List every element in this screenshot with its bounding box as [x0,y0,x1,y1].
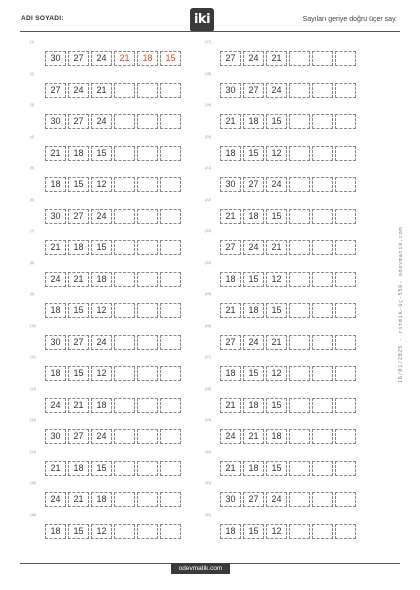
answer-box-empty[interactable] [289,429,310,444]
answer-box: 24 [91,51,112,66]
answer-box: 21 [45,146,66,161]
answer-box: 15 [91,146,112,161]
exercise-number: (11) [30,355,36,359]
exercise-number: (17) [205,40,212,44]
answer-box-empty[interactable] [335,209,356,224]
answer-box-empty[interactable] [335,114,356,129]
answer-box: 18 [243,461,264,476]
answer-box-empty[interactable] [335,146,356,161]
answer-box: 15 [68,366,89,381]
answer-box-empty[interactable] [312,209,333,224]
answer-box: 24 [220,429,241,444]
answer-box: 18 [243,209,264,224]
answer-box: 12 [266,366,287,381]
exercise-number: (23) [205,229,212,233]
answer-box: 18 [220,524,241,539]
answer-boxes [45,114,183,129]
answer-box: 27 [220,51,241,66]
answer-box: 24 [243,51,264,66]
answer-box-empty[interactable] [289,240,310,255]
header-divider [20,31,400,32]
answer-boxes [220,492,358,507]
answer-box-empty[interactable] [335,177,356,192]
answer-box-empty[interactable] [335,303,356,318]
exercise-number: (13) [30,418,37,422]
answer-box: 27 [243,83,264,98]
answer-box-empty[interactable] [335,240,356,255]
answer-box: 18 [137,51,158,66]
answer-box-empty[interactable] [160,492,181,507]
answer-box-empty[interactable] [335,335,356,350]
exercise-number: (1) [30,40,35,44]
answer-box: 18 [45,524,66,539]
exercise-number: (27) [205,355,212,359]
answer-boxes [220,335,358,350]
answer-box: 21 [266,51,287,66]
answer-box-empty[interactable] [160,272,181,287]
answer-box: 27 [45,83,66,98]
answer-box: 24 [45,272,66,287]
answer-box-empty[interactable] [137,240,158,255]
exercise-number: (6) [30,197,35,202]
answer-box: 18 [68,146,89,161]
answer-box-empty[interactable] [335,492,356,507]
answer-box-empty[interactable] [160,303,181,318]
answer-box-empty[interactable] [289,303,310,318]
answer-boxes [45,51,183,66]
answer-box: 15 [266,398,287,413]
answer-box-empty[interactable] [137,461,158,476]
answer-box-empty[interactable] [160,177,181,192]
answer-box: 24 [266,83,287,98]
answer-box-empty[interactable] [137,366,158,381]
answer-box: 12 [91,177,112,192]
answer-box-empty[interactable] [160,335,181,350]
exercise-number: (31) [205,481,212,485]
answer-box-empty[interactable] [289,51,310,66]
instruction-text: Sayıları geriye doğru üçer say. [302,16,397,23]
name-label: ADI SOYADI: [21,15,64,22]
exercise-number: (20) [205,134,212,139]
answer-box: 30 [45,429,66,444]
answer-box: 30 [220,177,241,192]
exercise-number: (26) [205,323,212,328]
answer-boxes [220,366,358,381]
exercise-number: (28) [205,386,212,391]
answer-boxes [45,83,183,98]
answer-box-empty[interactable] [114,524,135,539]
answer-box: 21 [91,83,112,98]
answer-box: 12 [266,524,287,539]
answer-box-empty[interactable] [312,146,333,161]
answer-box-empty[interactable] [335,272,356,287]
answer-box: 21 [220,209,241,224]
answer-box: 15 [243,272,264,287]
answer-box-empty[interactable] [160,146,181,161]
answer-box: 18 [45,303,66,318]
answer-box: 18 [243,303,264,318]
answer-box-empty[interactable] [114,83,135,98]
answer-box: 15 [68,177,89,192]
answer-box-empty[interactable] [137,146,158,161]
answer-box-empty[interactable] [114,114,135,129]
answer-boxes [220,114,358,129]
exercise-number: (8) [30,260,35,265]
answer-box-empty[interactable] [137,398,158,413]
answer-box: 24 [266,492,287,507]
answer-box: 30 [220,492,241,507]
answer-boxes [45,524,183,539]
answer-box: 30 [45,335,66,350]
exercise-number: (22) [205,197,212,202]
answer-box-empty[interactable] [312,272,333,287]
answer-boxes [45,366,183,381]
answer-box: 12 [266,272,287,287]
answer-boxes [220,209,358,224]
answer-box-empty[interactable] [114,429,135,444]
answer-box: 18 [243,398,264,413]
answer-box: 18 [220,366,241,381]
answer-box: 18 [220,272,241,287]
answer-box: 21 [68,492,89,507]
exercise-number: (3) [30,103,35,107]
answer-box-empty[interactable] [312,303,333,318]
answer-box-empty[interactable] [160,398,181,413]
answer-box: 15 [243,366,264,381]
answer-box-empty[interactable] [335,429,356,444]
answer-box-empty[interactable] [312,114,333,129]
answer-box-empty[interactable] [335,51,356,66]
answer-box-empty[interactable] [312,429,333,444]
exercise-number: (5) [30,166,35,170]
answer-boxes [45,429,183,444]
answer-box: 12 [91,303,112,318]
answer-box-empty[interactable] [289,209,310,224]
answer-box: 21 [45,240,66,255]
answer-box-empty[interactable] [312,335,333,350]
answer-box-empty[interactable] [312,461,333,476]
answer-box-empty[interactable] [312,240,333,255]
answer-box: 18 [45,366,66,381]
answer-box: 18 [91,398,112,413]
answer-box: 18 [68,461,89,476]
answer-box-empty[interactable] [312,51,333,66]
sidebar-stamp [396,190,406,420]
answer-box: 15 [91,461,112,476]
answer-box-empty[interactable] [114,461,135,476]
answer-box: 27 [68,209,89,224]
answer-box: 30 [220,83,241,98]
answer-box: 21 [220,461,241,476]
answer-box-empty[interactable] [137,492,158,507]
answer-box: 24 [243,240,264,255]
answer-box-empty[interactable] [114,492,135,507]
answer-box: 21 [266,335,287,350]
answer-boxes [220,398,358,413]
answer-box-empty[interactable] [160,83,181,98]
answer-box: 18 [243,114,264,129]
answer-box-empty[interactable] [312,398,333,413]
answer-boxes [45,240,183,255]
answer-box-empty[interactable] [137,209,158,224]
answer-box-empty[interactable] [160,429,181,444]
answer-box: 18 [45,177,66,192]
exercise-number: (30) [205,449,212,454]
answer-box-empty[interactable] [289,272,310,287]
answer-box: 27 [220,240,241,255]
answer-box: 21 [68,398,89,413]
answer-box-empty[interactable] [114,398,135,413]
answer-box: 21 [114,51,135,66]
exercise-number: (12) [30,386,37,391]
answer-box: 30 [45,209,66,224]
answer-box: 21 [220,398,241,413]
answer-box-empty[interactable] [335,83,356,98]
answer-box: 15 [266,209,287,224]
answer-box: 24 [91,209,112,224]
answer-box-empty[interactable] [114,240,135,255]
answer-box: 12 [91,366,112,381]
answer-box-empty[interactable] [137,272,158,287]
answer-boxes [45,461,183,476]
answer-box-empty[interactable] [114,303,135,318]
answer-box: 24 [266,177,287,192]
answer-box-empty[interactable] [289,366,310,381]
footer-site-badge: odevmatik.com [171,563,230,574]
answer-boxes [45,398,183,413]
answer-box-empty[interactable] [312,177,333,192]
answer-box-empty[interactable] [312,83,333,98]
answer-box-empty[interactable] [335,398,356,413]
answer-boxes [220,146,358,161]
answer-box: 27 [68,335,89,350]
answer-box-empty[interactable] [114,177,135,192]
answer-box-empty[interactable] [312,524,333,539]
answer-box-empty[interactable] [289,177,310,192]
answer-box: 12 [91,524,112,539]
answer-box-empty[interactable] [289,398,310,413]
answer-box: 18 [220,146,241,161]
answer-box: 15 [243,146,264,161]
answer-box: 27 [243,492,264,507]
exercise-number: (2) [30,71,35,76]
answer-boxes [45,209,183,224]
answer-boxes [45,303,183,318]
answer-boxes [220,272,358,287]
answer-box: 21 [45,461,66,476]
answer-box: 27 [68,429,89,444]
answer-box: 30 [45,51,66,66]
answer-box-empty[interactable] [312,366,333,381]
answer-box-empty[interactable] [114,366,135,381]
answer-box: 21 [220,303,241,318]
answer-boxes [45,492,183,507]
answer-box: 27 [68,114,89,129]
answer-box: 15 [91,240,112,255]
logo: iki [190,8,214,32]
answer-box: 30 [45,114,66,129]
exercise-number: (14) [30,449,37,454]
exercise-number: (32) [205,512,212,517]
answer-boxes [220,51,358,66]
exercise-number: (15) [30,481,37,485]
answer-boxes [45,146,183,161]
answer-box-empty[interactable] [289,492,310,507]
answer-box-empty[interactable] [114,146,135,161]
exercise-number: (24) [205,260,212,265]
answer-box-empty[interactable] [114,209,135,224]
answer-boxes [45,177,183,192]
answer-box: 15 [68,303,89,318]
answer-box: 24 [91,429,112,444]
answer-boxes [220,524,358,539]
answer-box: 24 [45,492,66,507]
answer-box: 12 [266,146,287,161]
answer-box: 18 [91,272,112,287]
answer-box-empty[interactable] [160,366,181,381]
exercise-number: (18) [205,71,212,76]
answer-boxes [220,303,358,318]
answer-box: 21 [68,272,89,287]
answer-box-empty[interactable] [289,524,310,539]
answer-box: 21 [266,240,287,255]
answer-boxes [45,335,183,350]
answer-box: 15 [266,114,287,129]
answer-boxes [45,272,183,287]
answer-box-empty[interactable] [160,524,181,539]
answer-box: 24 [91,335,112,350]
answer-box-empty[interactable] [289,83,310,98]
exercise-number: (16) [30,512,37,517]
answer-boxes [220,177,358,192]
answer-box: 24 [68,83,89,98]
answer-box-empty[interactable] [137,303,158,318]
answer-boxes [220,83,358,98]
answer-boxes [220,240,358,255]
exercise-number: (21) [205,166,212,170]
answer-box-empty[interactable] [137,335,158,350]
answer-box: 21 [220,114,241,129]
answer-box-empty[interactable] [289,114,310,129]
answer-box: 21 [243,429,264,444]
answer-box-empty[interactable] [312,492,333,507]
sidebar-text: 16/01/2025 - ritmik-üç-556- odevmatik.com [398,226,404,384]
answer-box-empty[interactable] [289,335,310,350]
answer-box: 15 [266,461,287,476]
answer-box: 15 [243,524,264,539]
answer-box: 18 [91,492,112,507]
answer-box: 15 [68,524,89,539]
answer-box-empty[interactable] [114,272,135,287]
answer-box-empty[interactable] [335,366,356,381]
answer-box: 27 [68,51,89,66]
exercise-number: (7) [30,229,35,233]
answer-box-empty[interactable] [137,114,158,129]
answer-box-empty[interactable] [160,240,181,255]
answer-box-empty[interactable] [160,114,181,129]
answer-box: 15 [266,303,287,318]
exercise-number: (9) [30,292,35,296]
answer-boxes [220,461,358,476]
answer-box: 24 [91,114,112,129]
exercise-number: (29) [205,418,212,422]
exercise-number: (25) [205,292,212,296]
answer-box-empty[interactable] [137,429,158,444]
answer-box: 18 [68,240,89,255]
answer-box: 27 [220,335,241,350]
exercise-number: (10) [30,323,37,328]
exercise-number: (4) [30,134,35,139]
answer-box: 24 [243,335,264,350]
answer-box: 15 [160,51,181,66]
answer-box-empty[interactable] [160,461,181,476]
answer-box-empty[interactable] [335,461,356,476]
answer-box: 18 [266,429,287,444]
exercise-number: (19) [205,103,212,107]
answer-box: 27 [243,177,264,192]
answer-box-empty[interactable] [160,209,181,224]
answer-box-empty[interactable] [289,146,310,161]
answer-box-empty[interactable] [137,524,158,539]
answer-box-empty[interactable] [335,524,356,539]
answer-box-empty[interactable] [137,83,158,98]
answer-boxes [220,429,358,444]
answer-box-empty[interactable] [137,177,158,192]
answer-box-empty[interactable] [114,335,135,350]
answer-box-empty[interactable] [289,461,310,476]
answer-box: 24 [45,398,66,413]
